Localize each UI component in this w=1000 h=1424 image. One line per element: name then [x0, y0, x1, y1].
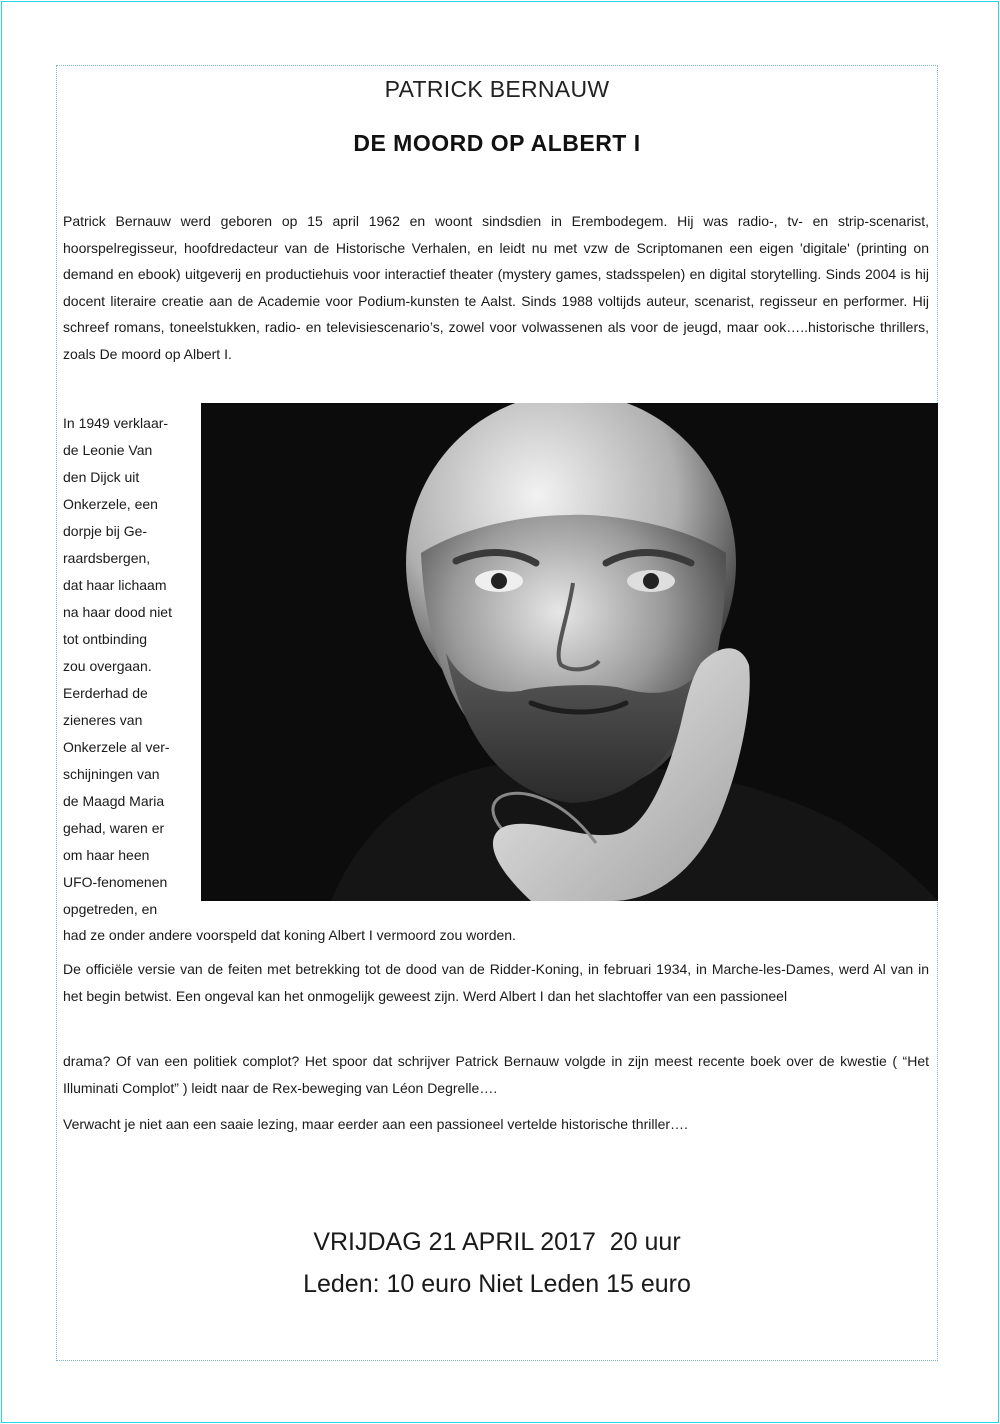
side-continuation-line: had ze onder andere voorspeld dat koning Albert I vermoord zou worden. — [63, 927, 516, 943]
side-column-text — [63, 410, 199, 923]
side-line: raardsbergen, — [63, 550, 151, 566]
intro-paragraph: Patrick Bernauw werd geboren op 15 april 1962 en woont sindsdien in Erembodegem. Hij was radio-, tv- en strip-scenarist, hoorspelregisseur, hoofdredacteur van de Historische Verhalen, en leidt nu met vzw de Scriptomanen een eigen 'digitale' (printing on demand en ebook) uitgeverij en productiehuis voor interactief theater (mystery games, stadsspelen) en digital storytelling. Sinds 2004 is hij docent literaire creatie aan de Academie voor Podium-kunsten te Aalst. Sinds 1988 voltijds auteur, scenarist, regisseur en performer. Hij schreef romans, toneelstukken, radio- en televisiescenario’s, zowel voor volwassenen als voor de jeugd, maar ook…..historische thrillers, zoals De moord op Albert I. — [63, 213, 929, 362]
expectation-paragraph: Verwacht je niet aan een saaie lezing, maar eerder aan een passioneel vertelde historische thriller…. — [63, 1116, 688, 1132]
drama-paragraph: drama? Of van een politiek complot? Het spoor dat schrijver Patrick Bernauw volgde in zijn meest recente boek over de kwestie ( “Het Illuminati Complot” ) leidt naar de Rex-beweging van Léon Degrelle…. — [63, 1053, 929, 1096]
side-line: de Maagd Maria — [63, 793, 165, 809]
side-line: tot ontbinding — [63, 631, 148, 647]
side-line: na haar dood niet — [63, 604, 172, 620]
side-line: den Dijck uit — [63, 469, 140, 485]
side-line: dorpje bij Ge- — [63, 523, 148, 539]
side-line: zou overgaan. — [63, 658, 152, 674]
side-line: dat haar lichaam — [63, 577, 167, 593]
side-line: In 1949 verklaar- — [63, 415, 169, 431]
author-portrait-photo — [201, 403, 938, 901]
side-line: zieneres van — [63, 712, 143, 728]
side-line: de Leonie Van — [63, 442, 153, 458]
event-date-line: VRIJDAG 21 APRIL 2017 20 uur — [313, 1228, 681, 1256]
side-line: schijningen van — [63, 766, 160, 782]
side-line: Onkerzele al ver- — [63, 739, 170, 755]
side-line: Eerderhad de — [63, 685, 148, 701]
side-line: UFO-fenomenen — [63, 874, 168, 890]
official-version-paragraph: De officiële versie van de feiten met betrekking tot de dood van de Ridder-Koning, in februari 1934, in Marche-les-Dames, werd Al van in het begin betwist. Een ongeval kan het onmogelijk geweest zijn. Werd Albert I dan het slachtoffer van een passioneel — [63, 961, 929, 1004]
side-line: Onkerzele, een — [63, 496, 158, 512]
side-line: gehad, waren er — [63, 820, 165, 836]
author-name: PATRICK BERNAUW — [384, 76, 610, 102]
portrait-illustration — [201, 403, 938, 901]
side-line: om haar heen — [63, 847, 150, 863]
document-title: DE MOORD OP ALBERT I — [353, 130, 641, 156]
event-price-line: Leden: 10 euro Niet Leden 15 euro — [303, 1270, 691, 1298]
side-line: opgetreden, en — [63, 901, 158, 917]
document-page — [56, 65, 938, 1361]
